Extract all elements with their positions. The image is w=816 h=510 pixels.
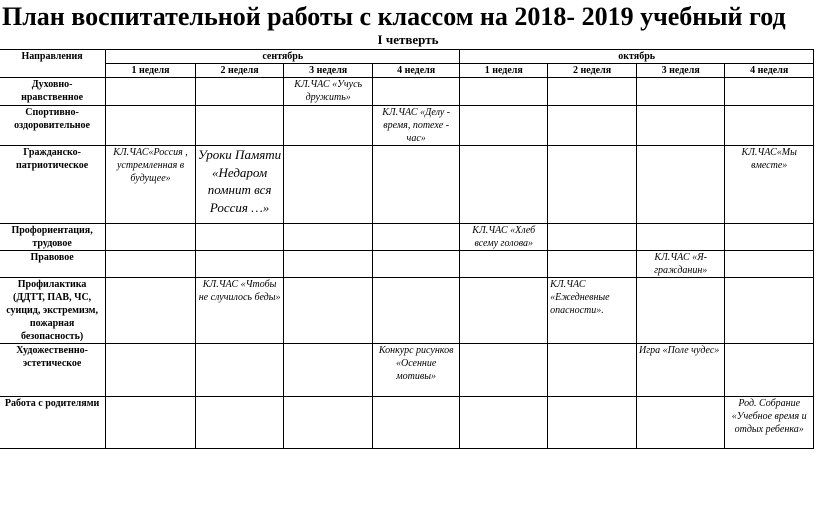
month-header-october: октябрь bbox=[460, 50, 814, 64]
week-cell bbox=[460, 251, 548, 278]
week-cell bbox=[373, 251, 460, 278]
week-cell bbox=[725, 344, 814, 397]
week-cell bbox=[548, 78, 637, 106]
direction-cell: Правовое bbox=[0, 251, 106, 278]
week-cell bbox=[460, 278, 548, 344]
week-cell bbox=[284, 146, 373, 224]
week-cell bbox=[725, 106, 814, 146]
quarter-caption: I четверть bbox=[377, 32, 439, 47]
week-cell bbox=[725, 278, 814, 344]
week-header: 3 неделя bbox=[637, 64, 725, 78]
week-cell bbox=[106, 278, 196, 344]
week-header: 4 неделя bbox=[373, 64, 460, 78]
week-cell bbox=[373, 224, 460, 251]
week-cell bbox=[195, 106, 284, 146]
direction-cell: Гражданско-патриотическое bbox=[0, 146, 106, 224]
week-cell bbox=[460, 397, 548, 449]
table-row bbox=[0, 397, 814, 449]
week-cell: КЛ.ЧАС «Учусь дружить» bbox=[284, 78, 373, 106]
week-cell: КЛ.ЧАС «Хлеб всему голова» bbox=[460, 224, 548, 251]
direction-cell: Спортивно-оздоровительное bbox=[0, 106, 106, 146]
week-cell bbox=[195, 251, 284, 278]
week-cell bbox=[548, 251, 637, 278]
week-cell bbox=[548, 344, 637, 397]
direction-cell: Художественно-эстетическое bbox=[0, 344, 106, 397]
week-cell bbox=[725, 224, 814, 251]
direction-cell: Профориентация, трудовое bbox=[0, 224, 106, 251]
week-cell bbox=[284, 344, 373, 397]
week-cell bbox=[195, 344, 284, 397]
week-cell bbox=[284, 278, 373, 344]
header-row-weeks bbox=[0, 64, 814, 78]
month-header-september: сентябрь bbox=[106, 50, 460, 64]
week-cell: КЛ.ЧАС «Чтобы не случилось беды» bbox=[195, 278, 284, 344]
week-cell bbox=[637, 146, 725, 224]
week-cell bbox=[284, 251, 373, 278]
week-cell bbox=[106, 106, 196, 146]
week-cell bbox=[725, 251, 814, 278]
week-cell bbox=[195, 78, 284, 106]
table-row bbox=[0, 78, 814, 106]
direction-cell: Духовно-нравственное bbox=[0, 78, 106, 106]
plan-table bbox=[0, 49, 814, 449]
week-header: 2 неделя bbox=[548, 64, 637, 78]
table-row bbox=[0, 146, 814, 224]
week-cell bbox=[195, 224, 284, 251]
week-cell bbox=[106, 344, 196, 397]
week-cell: КЛ.ЧАС«Мы вместе» bbox=[725, 146, 814, 224]
week-cell: КЛ.ЧАС «Ежедневные опасности». bbox=[548, 278, 637, 344]
week-cell bbox=[637, 224, 725, 251]
table-row bbox=[0, 344, 814, 397]
week-header: 4 неделя bbox=[725, 64, 814, 78]
week-header: 1 неделя bbox=[460, 64, 548, 78]
week-cell bbox=[373, 146, 460, 224]
week-cell: Род. Собрание «Учебное время и отдых ребенка» bbox=[725, 397, 814, 449]
week-header: 1 неделя bbox=[106, 64, 196, 78]
table-row bbox=[0, 106, 814, 146]
week-cell bbox=[725, 78, 814, 106]
week-cell bbox=[637, 106, 725, 146]
week-cell: Игра «Поле чудес» bbox=[637, 344, 725, 397]
week-cell: Уроки Памяти «Недаром помнит вся Россия …» bbox=[195, 146, 284, 224]
week-cell bbox=[373, 397, 460, 449]
week-cell bbox=[637, 278, 725, 344]
week-cell bbox=[284, 224, 373, 251]
week-cell bbox=[548, 146, 637, 224]
header-row-months bbox=[0, 50, 814, 64]
week-cell bbox=[195, 397, 284, 449]
week-cell bbox=[548, 397, 637, 449]
week-cell bbox=[373, 78, 460, 106]
week-cell bbox=[460, 344, 548, 397]
page-title: План воспитательной работы с классом на 2018- 2019 учебный год bbox=[2, 2, 786, 31]
week-cell bbox=[460, 106, 548, 146]
week-cell bbox=[637, 78, 725, 106]
week-cell bbox=[106, 78, 196, 106]
week-cell bbox=[637, 397, 725, 449]
week-cell: Конкурс рисунков «Осенние мотивы» bbox=[373, 344, 460, 397]
week-cell bbox=[284, 397, 373, 449]
week-cell bbox=[106, 397, 196, 449]
week-header: 3 неделя bbox=[284, 64, 373, 78]
table-row bbox=[0, 278, 814, 344]
table-row bbox=[0, 251, 814, 278]
week-cell bbox=[548, 224, 637, 251]
week-cell bbox=[460, 78, 548, 106]
week-cell bbox=[106, 224, 196, 251]
week-cell bbox=[373, 278, 460, 344]
week-cell bbox=[460, 146, 548, 224]
table-row bbox=[0, 224, 814, 251]
directions-header: Направления bbox=[0, 50, 106, 78]
week-cell bbox=[106, 251, 196, 278]
week-cell: КЛ.ЧАС «Делу - время, потехе - час» bbox=[373, 106, 460, 146]
direction-cell: Профилактика (ДДТТ, ПАВ, ЧС, суицид, экстремизм, пожарная безопасность) bbox=[0, 278, 106, 344]
week-cell bbox=[548, 106, 637, 146]
week-cell bbox=[284, 106, 373, 146]
direction-cell: Работа с родителями bbox=[0, 397, 106, 449]
week-cell: КЛ.ЧАС«Россия , устремленная в будущее» bbox=[106, 146, 196, 224]
week-header: 2 неделя bbox=[195, 64, 284, 78]
week-cell: КЛ.ЧАС «Я-гражданин» bbox=[637, 251, 725, 278]
